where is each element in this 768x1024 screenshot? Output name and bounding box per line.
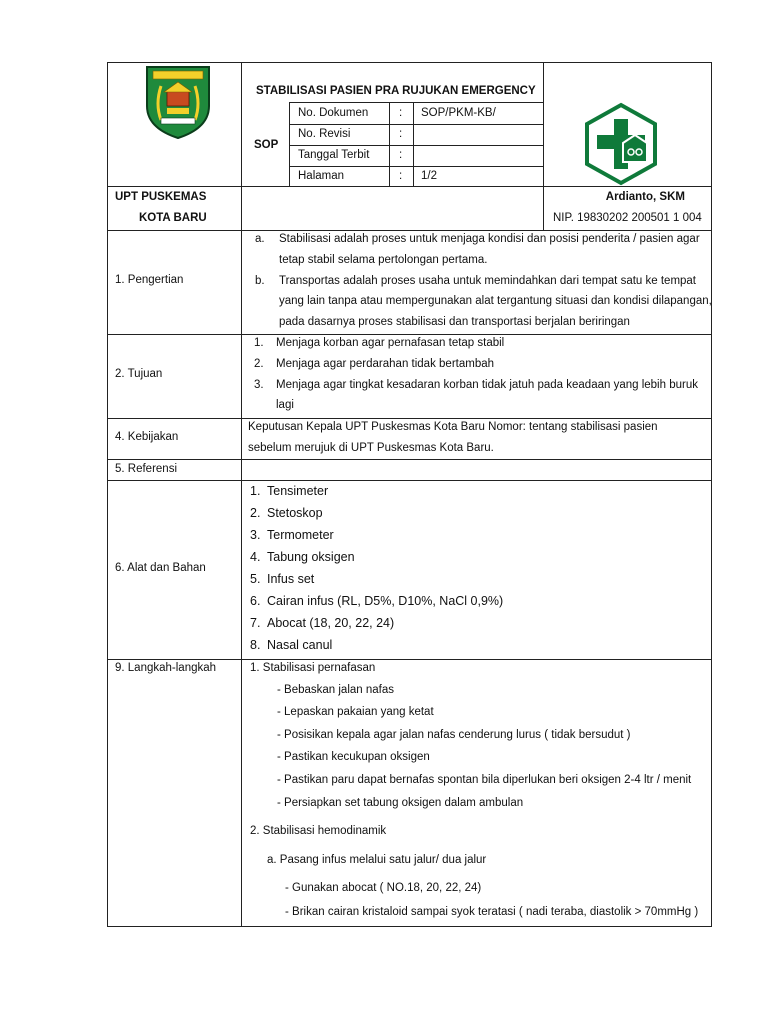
list-item-line: yang lain tanpa atau mempergunakan alat tergantung situasi dan kondisi dilapangan, (279, 295, 712, 307)
puskesmas-cross-logo (583, 102, 659, 186)
section-label-langkah: 9. Langkah-langkah (115, 662, 217, 674)
list-marker: 7. (250, 616, 261, 630)
list-item-line: Stabilisasi adalah proses untuk menjaga kondisi dan posisi penderita / pasien agar (279, 233, 700, 245)
list-marker: 3. (250, 528, 261, 542)
meta-label: Tanggal Terbit (298, 149, 370, 161)
list-item: - Gunakan abocat ( NO.18, 20, 22, 24) (285, 882, 482, 894)
list-marker: 1. (250, 484, 261, 498)
list-item-line: pada dasarnya proses stabilisasi dan transportasi berjalan beriringan (279, 316, 630, 328)
list-marker: 3. (254, 379, 264, 391)
kebijakan-line: Keputusan Kepala UPT Puskesmas Kota Baru Nomor: tentang stabilisasi pasien (248, 421, 658, 433)
section-label-referensi: 5. Referensi (115, 463, 178, 475)
sop-label: SOP (254, 139, 279, 151)
meta-value: 1/2 (421, 170, 437, 182)
section-label-kebijakan: 4. Kebijakan (115, 431, 179, 443)
list-item: Tabung oksigen (267, 550, 355, 564)
list-item: Nasal canul (267, 638, 333, 652)
meta-value: SOP/PKM-KB/ (421, 107, 496, 119)
section-label-pengertian: 1. Pengertian (115, 274, 184, 286)
list-marker: 6. (250, 594, 261, 608)
list-item: - Brikan cairan kristaloid sampai syok teratasi ( nadi teraba, diastolik > 70mmHg ) (285, 906, 699, 918)
list-item: - Pastikan kecukupan oksigen (277, 751, 430, 763)
list-item: Stetoskop (267, 506, 323, 520)
section-label-tujuan: 2. Tujuan (115, 368, 163, 380)
list-item-line: Menjaga korban agar pernafasan tetap stabil (276, 337, 505, 349)
list-item: Infus set (267, 572, 315, 586)
list-marker: 1. (254, 337, 264, 349)
list-item-line: Menjaga agar tingkat kesadaran korban tidak jatuh pada keadaan yang lebih buruk (276, 379, 698, 391)
step-heading: 1. Stabilisasi pernafasan (250, 662, 376, 674)
list-item: - Pastikan paru dapat bernafas spontan bila diperlukan beri oksigen 2-4 ltr / menit (277, 774, 692, 786)
kebijakan-line: sebelum merujuk di UPT Puskesmas Kota Baru. (248, 442, 494, 454)
step-heading: 2. Stabilisasi hemodinamik (250, 825, 387, 837)
meta-sep: : (399, 128, 403, 140)
list-item-line: tetap stabil selama pertolongan pertama. (279, 254, 488, 266)
list-item-line: lagi (276, 399, 294, 411)
meta-label: No. Dokumen (298, 107, 369, 119)
list-item-line: Menjaga agar perdarahan tidak bertambah (276, 358, 495, 370)
list-item: Tensimeter (267, 484, 329, 498)
regional-emblem-logo (143, 64, 213, 140)
meta-label: No. Revisi (298, 128, 351, 140)
meta-label: Halaman (298, 170, 345, 182)
list-item: Abocat (18, 20, 22, 24) (267, 616, 395, 630)
list-marker: 5. (250, 572, 261, 586)
list-item-line: Transportas adalah proses usaha untuk memindahkan dari tempat satu ke tempat (279, 275, 697, 287)
list-item: Termometer (267, 528, 334, 542)
sub-step-heading: a. Pasang infus melalui satu jalur/ dua jalur (267, 854, 487, 866)
list-item: - Lepaskan pakaian yang ketat (277, 706, 434, 718)
org-name-line2: KOTA BARU (139, 212, 207, 224)
org-name-line1: UPT PUSKEMAS (115, 191, 207, 203)
list-marker: 8. (250, 638, 261, 652)
list-marker: 2. (254, 358, 264, 370)
section-label-alat: 6. Alat dan Bahan (115, 562, 206, 574)
list-marker: a. (255, 233, 265, 245)
meta-sep: : (399, 170, 403, 182)
list-item: - Bebaskan jalan nafas (277, 684, 394, 696)
signer-name: Ardianto, SKM (605, 191, 685, 203)
list-marker: b. (255, 275, 265, 287)
list-marker: 2. (250, 506, 261, 520)
signer-nip: NIP. 19830202 200501 1 004 (553, 212, 702, 224)
list-item: - Posisikan kepala agar jalan nafas cenderung lurus ( tidak bersudut ) (277, 729, 631, 741)
list-item: Cairan infus (RL, D5%, D10%, NaCl 0,9%) (267, 594, 504, 608)
list-marker: 4. (250, 550, 261, 564)
document-title: STABILISASI PASIEN PRA RUJUKAN EMERGENCY (256, 85, 536, 97)
meta-sep: : (399, 107, 403, 119)
list-item: - Persiapkan set tabung oksigen dalam ambulan (277, 797, 524, 809)
meta-sep: : (399, 149, 403, 161)
